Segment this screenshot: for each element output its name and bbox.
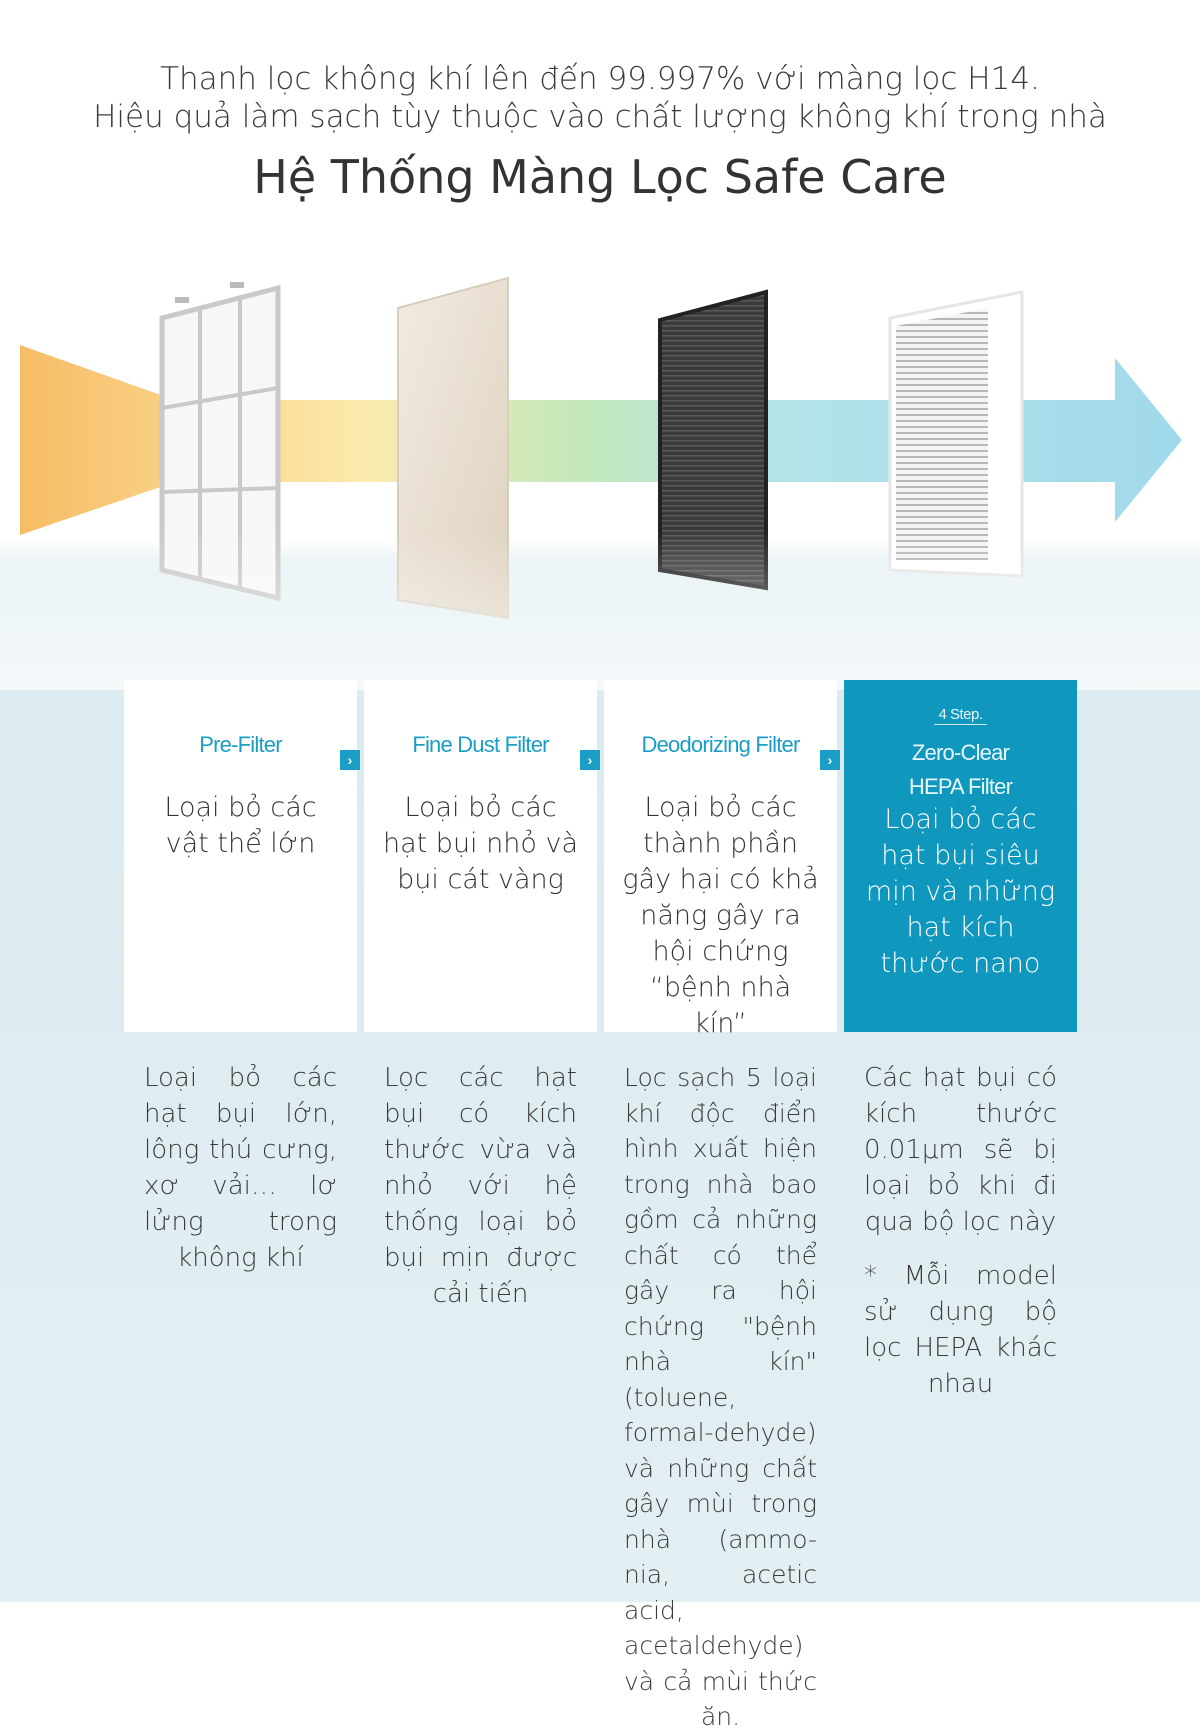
filter-name: Zero-Clear HEPA Filter (908, 740, 1013, 799)
filter-detail-deodorizing: Lọc sạch 5 loại khí độc điển hình xuất hiện trong nhà bao gồm cả những chất có thể gây ra hội chứng "bệnh nhà kín" (toluene, formal-dehyde) và những chất gây mùi trong nhà (ammo-nia, acetic acid, acetaldehyde) và cả mùi thức ăn. (624, 1063, 817, 1731)
filter-summary: Loại bỏ các hạt bụi siêu mịn và những hạt kích thước nano (865, 804, 1056, 979)
page-title: Hệ Thống Màng Lọc Safe Care (253, 150, 947, 204)
filter-illustration (0, 270, 1200, 690)
filter-summary: Loại bỏ các thành phần gây hại có khả năng gây ra hội chứng “bệnh nhà kín” (622, 792, 819, 1039)
filter-name: Pre-Filter (199, 732, 282, 757)
filter-name: Fine Dust Filter (412, 732, 549, 757)
filter-summary: Loại bỏ các vật thể lớn (164, 792, 317, 859)
step-label: 4 Step. (844, 706, 1077, 723)
airflow-diagram (0, 270, 1200, 690)
intro-text (0, 60, 1200, 136)
chevron-right-icon[interactable]: › (820, 750, 840, 770)
filter-card-hepa[interactable] (844, 680, 1077, 1032)
chevron-right-icon[interactable]: › (340, 750, 360, 770)
filter-card-pre[interactable] (124, 680, 357, 1032)
filter-name: Deodorizing Filter (641, 732, 800, 757)
filter-cards (124, 680, 1082, 1039)
filter-detail-hepa (844, 1060, 1077, 1402)
filter-detail-pre: Loại bỏ các hạt bụi lớn, lông thú cưng, xơ vải… lơ lửng trong không khí (144, 1063, 337, 1273)
hepa-detail-text: Các hạt bụi có kích thước 0.01μm sẽ bị loại bỏ khi đi qua bộ lọc này (864, 1063, 1057, 1237)
intro-line-2: Hiệu quả làm sạch tùy thuộc vào chất lượng không khí trong nhà (93, 99, 1107, 135)
intro-line-1: Thanh lọc không khí lên đến 99.997% với màng lọc H14. (160, 61, 1040, 97)
filter-summary: Loại bỏ các hạt bụi nhỏ và bụi cát vàng (382, 792, 578, 895)
hepa-model-note: * Mỗi model sử dụng bộ lọc HEPA khác nhau (864, 1261, 1057, 1399)
filter-card-deodorizing[interactable] (604, 680, 837, 1039)
filter-card-fine-dust[interactable] (364, 680, 597, 1032)
filter-detail-fine-dust: Lọc các hạt bụi có kích thước vừa và nhỏ với hệ thống loại bỏ bụi mịn được cải tiến (384, 1063, 577, 1309)
chevron-right-icon[interactable]: › (580, 750, 600, 770)
